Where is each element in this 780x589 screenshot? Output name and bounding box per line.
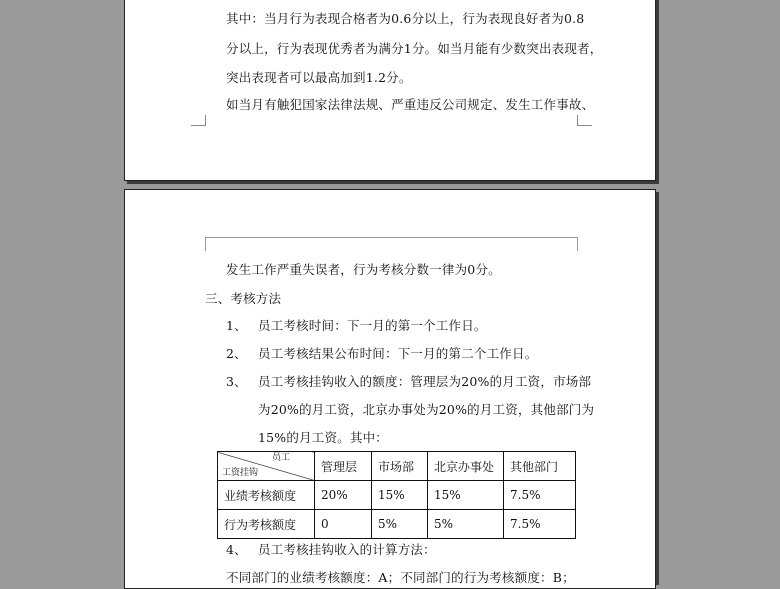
page-shadow (656, 192, 659, 585)
table-header-cell: 管理层 (315, 452, 372, 481)
page-shadow (656, 0, 659, 184)
paragraph-line: 分以上，行为表现优秀者为满分1分。如当月能有少数突出表现者， (226, 41, 603, 56)
header-margin-mark-left (205, 237, 206, 251)
document-page-2 (124, 189, 656, 589)
document-page-1 (124, 0, 656, 181)
header-margin-mark-right (577, 237, 578, 251)
table-row-label: 业绩考核额度 (218, 481, 315, 510)
table-cell: 20% (315, 481, 372, 510)
table-header-cell: 北京办事处 (428, 452, 504, 481)
list-item-number: 4、 (226, 542, 247, 557)
list-item-text: 员工考核时间：下一月的第一个工作日。 (258, 318, 487, 333)
table-row-label: 行为考核额度 (218, 510, 315, 539)
table-row (218, 481, 576, 510)
table-cell: 15% (372, 481, 428, 510)
table-header-cell: 市场部 (372, 452, 428, 481)
corner-label-top: 员工 (271, 453, 290, 463)
paragraph-line: 不同部门的业绩考核额度：A；不同部门的行为考核额度：B； (226, 570, 575, 585)
list-item-number: 2、 (226, 346, 247, 361)
list-item-continuation: 15%的月工资。其中： (258, 430, 388, 445)
table-row (218, 510, 576, 539)
table-header-cell: 其他部门 (504, 452, 576, 481)
table-cell: 15% (428, 481, 504, 510)
table-header-row (218, 452, 576, 481)
table-cell: 7.5% (504, 510, 576, 539)
table-cell: 5% (428, 510, 504, 539)
paragraph-line: 发生工作严重失误者，行为考核分数一律为0分。 (226, 262, 501, 277)
table-cell: 7.5% (504, 481, 576, 510)
page-shadow (127, 181, 659, 184)
paragraph-line: 其中：当月行为表现合格者为0.6分以上，行为表现良好者为0.8 (226, 11, 585, 26)
table-corner-cell (218, 452, 315, 481)
header-margin-line (205, 237, 577, 238)
paragraph-line: 如当月有触犯国家法律法规、严重违反公司规定、发生工作事故、 (226, 97, 595, 112)
table-cell: 5% (372, 510, 428, 539)
assessment-table (217, 451, 576, 539)
list-item-text: 员工考核挂钩收入的计算方法： (258, 542, 436, 557)
table-cell: 0 (315, 510, 372, 539)
corner-label-bottom: 工资挂钩 (222, 468, 259, 478)
crop-mark-left (191, 115, 206, 126)
list-item-number: 1、 (226, 318, 247, 333)
list-item-continuation: 为20%的月工资，北京办事处为20%的月工资，其他部门为 (258, 402, 595, 417)
list-item-text: 员工考核结果公布时间：下一月的第二个工作日。 (258, 346, 538, 361)
section-heading: 三、考核方法 (205, 291, 282, 306)
list-item-text: 员工考核挂钩收入的额度：管理层为20%的月工资，市场部 (258, 374, 592, 389)
paragraph-line: 突出表现者可以最高加到1.2分。 (226, 70, 412, 85)
crop-mark-right (577, 115, 592, 126)
list-item-number: 3、 (226, 374, 247, 389)
